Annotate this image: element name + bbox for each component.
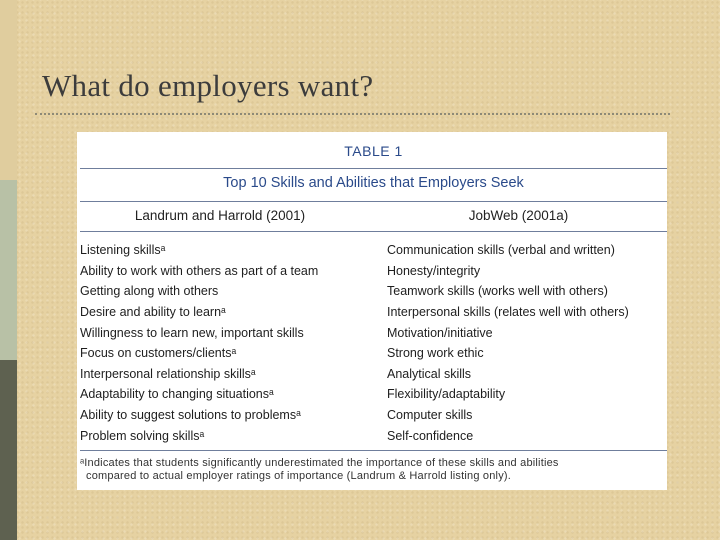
left-cell: Interpersonal relationship skillsᵃ (80, 366, 256, 381)
footnote-line: compared to actual employer ratings of importance (Landrum & Harrold listing only). (86, 469, 512, 482)
left-cell: Problem solving skillsᵃ (80, 428, 205, 443)
right-cell: Communication skills (verbal and written) (387, 243, 615, 258)
table-caption: Top 10 Skills and Abilities that Employers Seek (223, 175, 524, 191)
table-footnote (80, 451, 667, 483)
table-row (80, 322, 667, 343)
slide-title: What do employers want? (42, 68, 374, 103)
right-cell: Self-confidence (387, 428, 474, 443)
left-cell: Listening skillsᵃ (80, 243, 166, 258)
right-cell: Honesty/integrity (387, 263, 481, 278)
right-cell: Interpersonal skills (relates well with others) (387, 305, 629, 320)
column-header-left: Landrum and Harrold (2001) (134, 208, 306, 223)
left-cell: Focus on customers/clientsᵃ (80, 346, 237, 361)
column-headers (80, 202, 667, 224)
left-cell: Ability to suggest solutions to problemsᵃ (80, 408, 301, 423)
left-cell: Adaptability to changing situationsᵃ (80, 387, 274, 402)
table-body (80, 232, 667, 446)
table-row (80, 281, 667, 302)
table-row (80, 364, 667, 385)
table-row (80, 240, 667, 261)
table-row (80, 405, 667, 426)
table-header (80, 132, 667, 202)
table-row (80, 261, 667, 282)
right-cell: Motivation/initiative (387, 325, 493, 340)
left-cell: Desire and ability to learnᵃ (80, 305, 226, 320)
side-stripe-middle (0, 180, 17, 360)
right-cell: Strong work ethic (387, 346, 484, 361)
footnote-line: ᵃIndicates that students significantly underestimated the importance of these skills and abilities (80, 456, 559, 469)
table-row (80, 384, 667, 405)
skills-table (77, 132, 667, 490)
side-stripe-top (0, 0, 17, 180)
title-divider (35, 113, 670, 115)
right-cell: Teamwork skills (works well with others) (387, 284, 608, 299)
left-cell: Getting along with others (80, 284, 219, 299)
table-row (80, 425, 667, 446)
right-cell: Computer skills (387, 408, 473, 423)
left-cell: Willingness to learn new, important skills (80, 325, 304, 340)
right-cell: Analytical skills (387, 366, 472, 381)
right-cell: Flexibility/adaptability (387, 387, 506, 402)
left-cell: Ability to work with others as part of a team (80, 263, 319, 278)
table-row (80, 343, 667, 364)
table-label: TABLE 1 (344, 143, 403, 159)
side-stripe-bottom (0, 360, 17, 540)
column-header-right: JobWeb (2001a) (468, 208, 569, 223)
table-row (80, 302, 667, 323)
